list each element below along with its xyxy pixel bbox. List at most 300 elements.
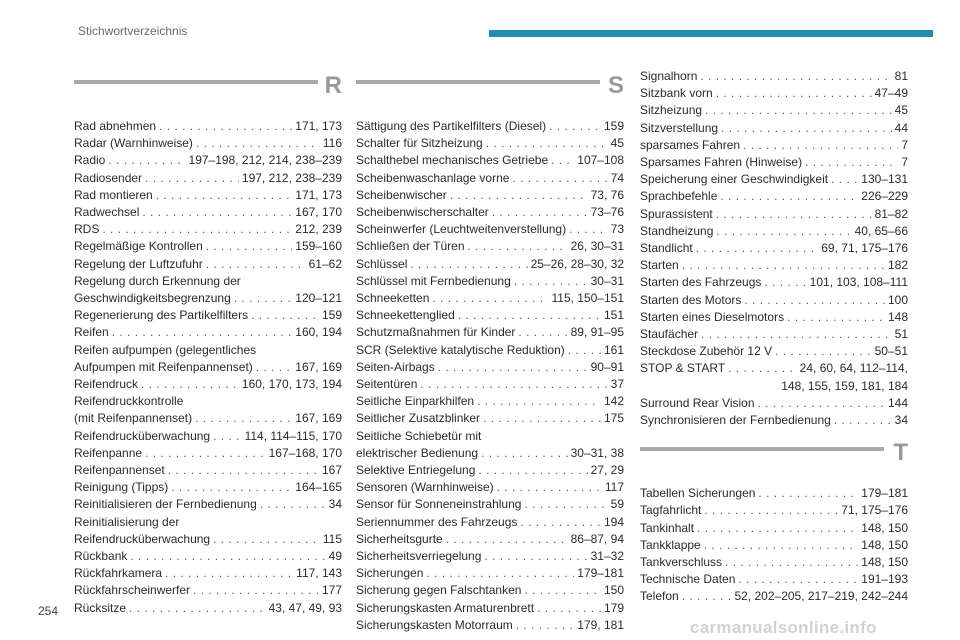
index-entry	[640, 571, 908, 588]
index-entry	[356, 445, 624, 462]
dot-leader	[213, 428, 241, 445]
index-entry-pages: 61–62	[308, 256, 342, 271]
dot-leader	[568, 342, 601, 359]
index-entry	[356, 617, 624, 634]
dot-leader	[682, 257, 885, 274]
index-entry	[640, 120, 908, 137]
dot-leader	[805, 154, 898, 171]
index-entry-term: sparsames Fahren	[640, 137, 741, 152]
index-entry-pages: 86–87, 94	[570, 531, 624, 546]
index-entry-term: Schneekettenglied	[356, 308, 455, 323]
dot-leader	[165, 565, 293, 582]
index-entry-pages: 130–131	[861, 172, 908, 187]
index-entry-pages: 47–49	[874, 86, 908, 101]
dot-leader	[700, 68, 891, 85]
dot-leader	[129, 600, 266, 617]
index-entry-term: Sparsames Fahren (Hinweise)	[640, 155, 803, 170]
dot-leader	[483, 410, 601, 427]
index-entry-pages: 120–121	[295, 291, 342, 306]
index-entry	[74, 238, 342, 255]
index-entry	[640, 588, 908, 605]
index-entry	[640, 520, 908, 537]
index-entry	[356, 600, 624, 617]
dot-leader	[704, 537, 859, 554]
index-entry	[356, 187, 624, 204]
section-letter: R	[324, 72, 342, 99]
index-entry	[74, 479, 342, 496]
index-entry-term: Speicherung einer Geschwindigkeit	[640, 172, 829, 187]
index-entry-pages: 179–181	[861, 486, 908, 501]
index-entry	[74, 582, 342, 599]
index-entry-pages: 150	[603, 583, 624, 598]
index-entry	[640, 188, 908, 205]
index-entry	[74, 428, 342, 445]
index-entry-term: Tagfahrlicht	[640, 503, 702, 518]
index-entry-pages: 117	[604, 480, 624, 495]
index-entry-term-line: Regelung durch Erkennung der	[74, 273, 241, 288]
index-entry-pages: 164–165	[295, 480, 342, 495]
index-entry-term: Seriennummer des Fahrzeugs	[356, 514, 518, 529]
index-entry-term: Standheizung	[640, 223, 714, 238]
index-entry-term: Signalhorn	[640, 69, 698, 83]
index-entry-pages: 45	[610, 136, 624, 151]
index-entry-pages: 116	[322, 136, 342, 151]
index-entry-pages: 74	[610, 170, 624, 185]
dot-leader	[168, 462, 319, 479]
index-entry	[356, 204, 624, 221]
dot-leader	[206, 238, 293, 255]
index-entry-term: Schneeketten	[356, 291, 430, 306]
index-entry-pages-continued: 148, 155, 159, 181, 184	[781, 378, 908, 393]
index-entry	[640, 206, 908, 223]
index-entry	[640, 360, 908, 377]
index-entry-term: Rückfahrkamera	[74, 566, 163, 581]
index-entry	[640, 502, 908, 519]
index-entry-term: Rad abnehmen	[74, 119, 157, 133]
index-entry	[356, 496, 624, 513]
dot-leader	[481, 445, 568, 462]
index-entry-pages: 52, 202–205, 217–219, 242–244	[734, 589, 908, 604]
index-entry-pages: 50–51	[874, 344, 908, 359]
index-entry-pages: 197–198, 212, 214, 238–239	[188, 153, 342, 168]
index-entry	[640, 343, 908, 360]
index-entry	[74, 548, 342, 565]
dot-leader	[420, 376, 607, 393]
dot-leader	[234, 290, 293, 307]
dot-leader	[256, 359, 293, 376]
dot-leader	[206, 256, 306, 273]
index-entry-term: Reifen	[74, 325, 109, 340]
index-entry-term: Steckdose Zubehör 12 V	[640, 344, 773, 359]
index-entry-pages: 40, 65–66	[854, 223, 908, 238]
index-entry-pages: 167	[321, 463, 342, 478]
index-entry	[74, 445, 342, 462]
index-entry-term: Sitzverstellung	[640, 120, 719, 135]
index-entry-pages: 44	[894, 120, 908, 135]
index-entry-term: Reifenpanne	[74, 445, 143, 460]
index-entry	[356, 514, 624, 531]
index-entry-pages: 171, 173	[295, 187, 342, 202]
index-entry-term-line: Reinitialisierung der	[74, 514, 180, 529]
index-entry	[356, 376, 624, 393]
index-entry-term: RDS	[74, 222, 100, 237]
index-entry	[640, 274, 908, 291]
dot-leader	[697, 520, 858, 537]
index-entry-term: Regenerierung des Partikelfilters	[74, 308, 249, 323]
dot-leader	[196, 135, 320, 152]
dot-leader	[738, 571, 858, 588]
index-entry-term: Scheibenwaschanlage vorne	[356, 170, 510, 185]
index-entry-term: Regelung der Luftzufuhr	[74, 256, 203, 271]
index-entry-pages: 71, 175–176	[841, 503, 908, 518]
dot-leader	[516, 617, 575, 634]
index-entry-term: Telefon	[640, 589, 679, 604]
index-entry	[356, 135, 624, 152]
index-entry-term: Seiten-Airbags	[356, 359, 435, 374]
index-entry-term: Sicherungskasten Armaturenbrett	[356, 600, 535, 615]
index-entry-pages: 69, 71, 175–176	[821, 241, 908, 256]
index-entry-term: Schließen der Türen	[356, 239, 465, 254]
index-entry-pages: 73	[610, 222, 624, 237]
index-entry-pages: 148	[887, 309, 908, 324]
index-entry-pages: 115	[322, 531, 342, 546]
dot-leader	[524, 582, 601, 599]
index-entry-term: Radiosender	[74, 170, 143, 185]
index-entry	[640, 485, 908, 502]
index-entry-term: Starten des Fahrzeugs	[640, 275, 762, 290]
dot-leader	[834, 412, 892, 429]
dot-leader	[720, 188, 858, 205]
dot-leader	[537, 600, 601, 617]
dot-leader	[108, 152, 185, 169]
index-entry	[640, 309, 908, 326]
dot-leader	[193, 582, 319, 599]
dot-leader	[486, 135, 608, 152]
index-entry-pages: 226–229	[861, 189, 908, 204]
index-entry	[356, 565, 624, 582]
index-entry	[356, 548, 624, 565]
index-entry	[74, 152, 342, 169]
dot-leader	[716, 206, 872, 223]
index-entry-pages: 30–31	[590, 273, 624, 288]
index-entry	[356, 307, 624, 324]
section-letter-heading	[74, 72, 342, 108]
index-entry-pages: 25–26, 28–30, 32	[530, 256, 624, 271]
index-entry	[356, 359, 624, 376]
dot-leader	[518, 324, 567, 341]
dot-leader	[705, 102, 892, 119]
dot-leader	[512, 170, 607, 187]
dot-leader	[130, 548, 325, 565]
dot-leader	[450, 187, 588, 204]
index-entry-term: Reifendrucküberwachung	[74, 531, 211, 546]
dot-leader	[682, 588, 732, 605]
index-entry	[640, 326, 908, 343]
index-entry-pages: 30–31, 38	[570, 445, 624, 460]
index-entry-term: Sensor für Sonneneinstrahlung	[356, 497, 522, 512]
dot-leader	[725, 554, 858, 571]
index-entry-term: Sitzbank vorn	[640, 86, 713, 101]
dot-leader	[524, 496, 607, 513]
index-entry-term: Surround Rear Vision	[640, 395, 755, 410]
index-entry-pages: 45	[894, 103, 908, 118]
index-entry-term: (mit Reifenpannenset)	[74, 411, 193, 426]
index-entry-pages: 159	[603, 119, 624, 133]
index-entry-term: Schalthebel mechanisches Getriebe	[356, 153, 549, 168]
index-entry	[640, 395, 908, 412]
index-entry	[74, 496, 342, 513]
dot-leader	[171, 479, 292, 496]
index-entry-term: Spurassistent	[640, 206, 713, 221]
dot-leader	[775, 343, 872, 360]
index-entry	[356, 531, 624, 548]
index-entry	[74, 221, 342, 238]
index-entry	[640, 292, 908, 309]
index-entry-term: Sicherheitsverriegelung	[356, 549, 482, 564]
index-entry-pages: 160, 194	[295, 325, 342, 340]
index-entry	[640, 154, 908, 171]
index-entry	[74, 359, 342, 376]
index-entry-pages: 159–160	[295, 239, 342, 254]
index-entry-term: Selektive Entriegelung	[356, 463, 476, 478]
index-entry-pages: 51	[894, 327, 908, 342]
index-entry	[640, 257, 908, 274]
index-entry-term: Regelmäßige Kontrollen	[74, 239, 203, 254]
index-entry	[356, 118, 624, 135]
index-entry	[356, 170, 624, 187]
dot-leader	[743, 137, 898, 154]
index-entry-pages: 115, 150–151	[551, 291, 624, 306]
dot-leader	[468, 238, 568, 255]
index-entry-pages: 107–108	[577, 153, 624, 168]
index-entry-term: Schlüssel	[356, 256, 408, 271]
index-entry-term: Radar (Warnhinweise)	[74, 136, 193, 151]
index-entry-term: Starten eines Dieselmotors	[640, 309, 785, 324]
dot-leader	[438, 359, 588, 376]
index-entry	[356, 582, 624, 599]
dot-leader	[159, 118, 292, 135]
dot-leader	[410, 256, 527, 273]
index-entry-pages: 27, 29	[590, 463, 624, 478]
dot-leader	[492, 204, 588, 221]
index-entry-pages: 26, 30–31	[570, 239, 624, 254]
dot-leader	[141, 376, 239, 393]
index-entry-term: Reifendrucküberwachung	[74, 428, 211, 443]
index-entry	[74, 410, 342, 427]
index-entry-pages: 142	[603, 394, 624, 409]
index-entry	[640, 68, 908, 85]
index-entry	[640, 171, 908, 188]
index-entry-pages: 161	[603, 342, 624, 357]
index-entry	[74, 307, 342, 324]
dot-leader	[484, 548, 587, 565]
index-entry-pages: 144	[887, 395, 908, 410]
running-header-title: Stichwortverzeichnis	[78, 24, 188, 38]
index-entry	[356, 256, 624, 273]
index-entry	[356, 393, 624, 410]
index-entry-pages: 167, 169	[295, 411, 342, 426]
index-entry-pages: 159	[321, 308, 342, 323]
dot-leader	[696, 240, 819, 257]
index-entry-term: Reifenpannenset	[74, 463, 165, 478]
index-entry	[356, 479, 624, 496]
header-accent-bar	[489, 30, 933, 37]
dot-leader	[716, 85, 872, 102]
dot-leader	[497, 479, 602, 496]
index-entry-term: STOP & START	[640, 361, 726, 376]
index-entry-pages: 175	[603, 411, 624, 426]
index-column-2	[356, 72, 624, 634]
index-entry-pages: 117, 143	[296, 566, 342, 581]
section-letter: S	[607, 72, 624, 99]
index-entry-pages: 167, 169	[295, 359, 342, 374]
index-entry-term: Seitentüren	[356, 377, 418, 392]
index-entry-pages: 167, 170	[295, 205, 342, 220]
index-entry	[74, 600, 342, 617]
index-entry-pages: 101, 103, 108–111	[809, 275, 908, 290]
index-entry	[640, 240, 908, 257]
index-entry	[356, 342, 624, 359]
index-entry	[356, 273, 624, 290]
index-entry	[74, 256, 342, 273]
index-entry-pages: 148, 150	[861, 537, 908, 552]
index-entry-pages: 7	[901, 137, 908, 152]
index-entry-term: Radio	[74, 153, 106, 168]
index-entry-pages: 179, 181	[577, 617, 624, 632]
dot-leader	[477, 393, 601, 410]
index-entry-term: Sensoren (Warnhinweise)	[356, 480, 494, 495]
index-entry-term: Scheibenwischer	[356, 187, 447, 202]
section-letter-heading	[356, 72, 624, 108]
index-entry-term: Sitzheizung	[640, 103, 703, 118]
index-entry-pages: 191–193	[861, 572, 908, 587]
index-column-3	[640, 69, 908, 606]
index-entry-term: Sicherungen	[356, 566, 424, 581]
index-entry	[74, 324, 342, 341]
index-entry-pages: 148, 150	[861, 555, 908, 570]
index-entry-pages: 212, 239	[295, 222, 342, 237]
index-entry-term-line: Reifendruckkontrolle	[74, 394, 184, 409]
index-entry-term: Schlüssel mit Fernbedienung	[356, 273, 511, 288]
index-entry-pages: 179–181	[577, 566, 624, 581]
dot-leader	[764, 274, 806, 291]
index-entry-term: Rückfahrscheinwerfer	[74, 583, 191, 598]
section-letter-heading	[640, 439, 908, 475]
index-entry-term: Seitlicher Zusatzblinker	[356, 411, 481, 426]
index-entry-term: Technische Daten	[640, 572, 736, 587]
watermark: carmanualsonline.info	[690, 618, 877, 637]
index-entry-term: Geschwindigkeitsbegrenzung	[74, 291, 231, 306]
dot-leader	[831, 171, 858, 188]
index-entry-term: Reifendruck	[74, 377, 139, 392]
index-entry	[356, 238, 624, 255]
index-entry-pages: 34	[328, 497, 342, 512]
index-entry	[640, 85, 908, 102]
dot-leader	[728, 360, 797, 377]
dot-leader	[716, 223, 851, 240]
index-entry-term: Standlicht	[640, 241, 693, 256]
index-entry-term: Tankinhalt	[640, 520, 695, 535]
dot-leader	[549, 118, 601, 135]
index-entry	[74, 531, 342, 548]
index-entry-pages: 167–168, 170	[268, 445, 342, 460]
index-entry-term: Tankklappe	[640, 537, 701, 552]
index-entry-pages: 7	[901, 155, 908, 170]
dot-leader	[251, 307, 319, 324]
index-entry-term: Scheinwerfer (Leuchtweitenverstellung)	[356, 222, 567, 237]
index-entry-term: Schutzmaßnahmen für Kinder	[356, 325, 516, 340]
dot-leader	[551, 152, 574, 169]
index-entry-term: Seitliche Einparkhilfen	[356, 394, 475, 409]
index-entry-term: elektrischer Bedienung	[356, 445, 479, 460]
index-entry-pages: 73–76	[590, 205, 624, 220]
index-entry	[356, 410, 624, 427]
index-entry-term: Rückbank	[74, 549, 128, 564]
dot-leader	[142, 204, 292, 221]
index-entry	[74, 204, 342, 221]
index-entry-pages: 114, 114–115, 170	[244, 428, 342, 443]
index-entry	[74, 565, 342, 582]
index-entry-term: Starten des Motors	[640, 292, 742, 307]
index-entry-pages: 24, 60, 64, 112–114,	[799, 361, 908, 376]
index-entry-pages: 197, 212, 238–239	[241, 170, 342, 185]
dot-leader	[156, 187, 293, 204]
page-number: 254	[38, 604, 59, 618]
dot-leader	[704, 502, 838, 519]
index-entry-term: SCR (Selektive katalytische Reduktion)	[356, 342, 565, 357]
index-entry-term: Aufpumpen mit Reifenpannenset)	[74, 359, 253, 374]
dot-leader	[458, 307, 601, 324]
index-entry-pages: 90–91	[590, 359, 624, 374]
index-entry	[356, 290, 624, 307]
index-entry-term: Synchronisieren der Fernbedienung	[640, 413, 831, 428]
index-entry	[74, 170, 342, 187]
index-entry-pages: 43, 47, 49, 93	[268, 600, 342, 615]
dot-leader	[426, 565, 574, 582]
dot-leader	[787, 309, 885, 326]
index-entry-term: Tabellen Sicherungen	[640, 486, 756, 501]
index-entry-pages: 89, 91–95	[570, 325, 624, 340]
dot-leader	[514, 273, 588, 290]
dot-leader	[145, 170, 239, 187]
index-entry-pages: 37	[610, 377, 624, 392]
dot-leader	[569, 221, 608, 238]
dot-leader	[213, 531, 320, 548]
index-entry-term: Schalter für Sitzheizung	[356, 136, 483, 151]
index-entry	[640, 223, 908, 240]
dot-leader	[701, 326, 892, 343]
section-letter: T	[893, 439, 908, 467]
index-entry-pages: 151	[603, 308, 624, 323]
index-entry-term-line: Seitliche Schiebetür mit	[356, 428, 482, 443]
dot-leader	[446, 531, 568, 548]
index-entry	[74, 187, 342, 204]
index-entry-term: Staufächer	[640, 327, 699, 342]
dot-leader	[432, 290, 548, 307]
index-entry-term: Starten	[640, 258, 679, 273]
dot-leader	[102, 221, 292, 238]
index-entry-pages: 160, 170, 173, 194	[241, 377, 342, 392]
index-entry-pages: 100	[887, 292, 908, 307]
dot-leader	[520, 514, 601, 531]
index-entry	[356, 462, 624, 479]
index-entry-term: Sicherheitsgurte	[356, 531, 443, 546]
index-entry-term: Sprachbefehle	[640, 189, 718, 204]
index-entry-term: Sättigung des Partikelfilters (Diesel)	[356, 119, 547, 133]
dot-leader	[758, 395, 885, 412]
section-rule	[640, 447, 884, 451]
index-entry	[74, 290, 342, 307]
